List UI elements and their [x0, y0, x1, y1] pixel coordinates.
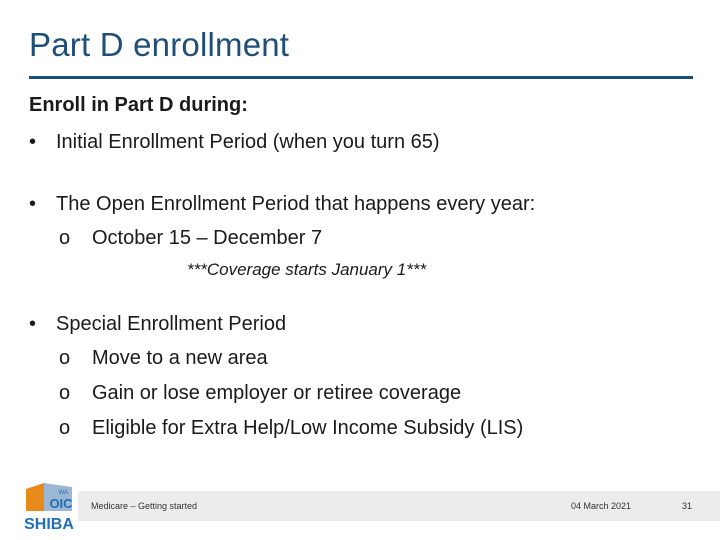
sub-bullet-dates: [59, 227, 322, 250]
sub-bullet-marker: o: [59, 347, 71, 369]
bullet-text: Initial Enrollment Period (when you turn 65): [56, 131, 440, 153]
sub-bullet-move: [59, 347, 268, 370]
bullet-marker: •: [29, 131, 37, 153]
sub-bullet-text: October 15 – December 7: [92, 227, 323, 249]
sub-bullet-marker: o: [59, 382, 71, 404]
logo-program-text: SHIBA: [24, 516, 74, 533]
slide-title: Part D enrollment: [29, 26, 290, 63]
section-heading: Enroll in Part D during:: [29, 94, 248, 116]
logo-state-text: WA: [58, 490, 68, 496]
coverage-note: ***Coverage starts January 1***: [187, 260, 427, 279]
sub-bullet-marker: o: [59, 227, 71, 249]
bullet-marker: •: [29, 313, 37, 335]
bullet-text: Special Enrollment Period: [56, 313, 287, 335]
footer-presentation-title: Medicare – Getting started: [91, 501, 198, 511]
bullet-text: The Open Enrollment Period that happens every year:: [56, 193, 536, 215]
sub-bullet-coverage: [59, 382, 461, 405]
bullet-open-enrollment: [29, 193, 535, 216]
logo-orange-shape: [26, 483, 44, 511]
bullet-initial-enrollment: [29, 131, 440, 154]
sub-bullet-lis: [59, 417, 523, 440]
shiba-logo: [24, 481, 74, 533]
page-number: 31: [682, 501, 693, 511]
sub-bullet-marker: o: [59, 417, 71, 439]
footer-date: 04 March 2021: [571, 501, 632, 511]
bullet-special-enrollment: [29, 313, 286, 336]
title-underline: [29, 76, 693, 79]
logo-agency-text: OIC: [49, 496, 73, 511]
sub-bullet-text: Eligible for Extra Help/Low Income Subsidy (LIS): [92, 417, 524, 439]
sub-bullet-text: Move to a new area: [92, 347, 268, 369]
bullet-marker: •: [29, 193, 37, 215]
sub-bullet-text: Gain or lose employer or retiree coverage: [92, 382, 462, 404]
